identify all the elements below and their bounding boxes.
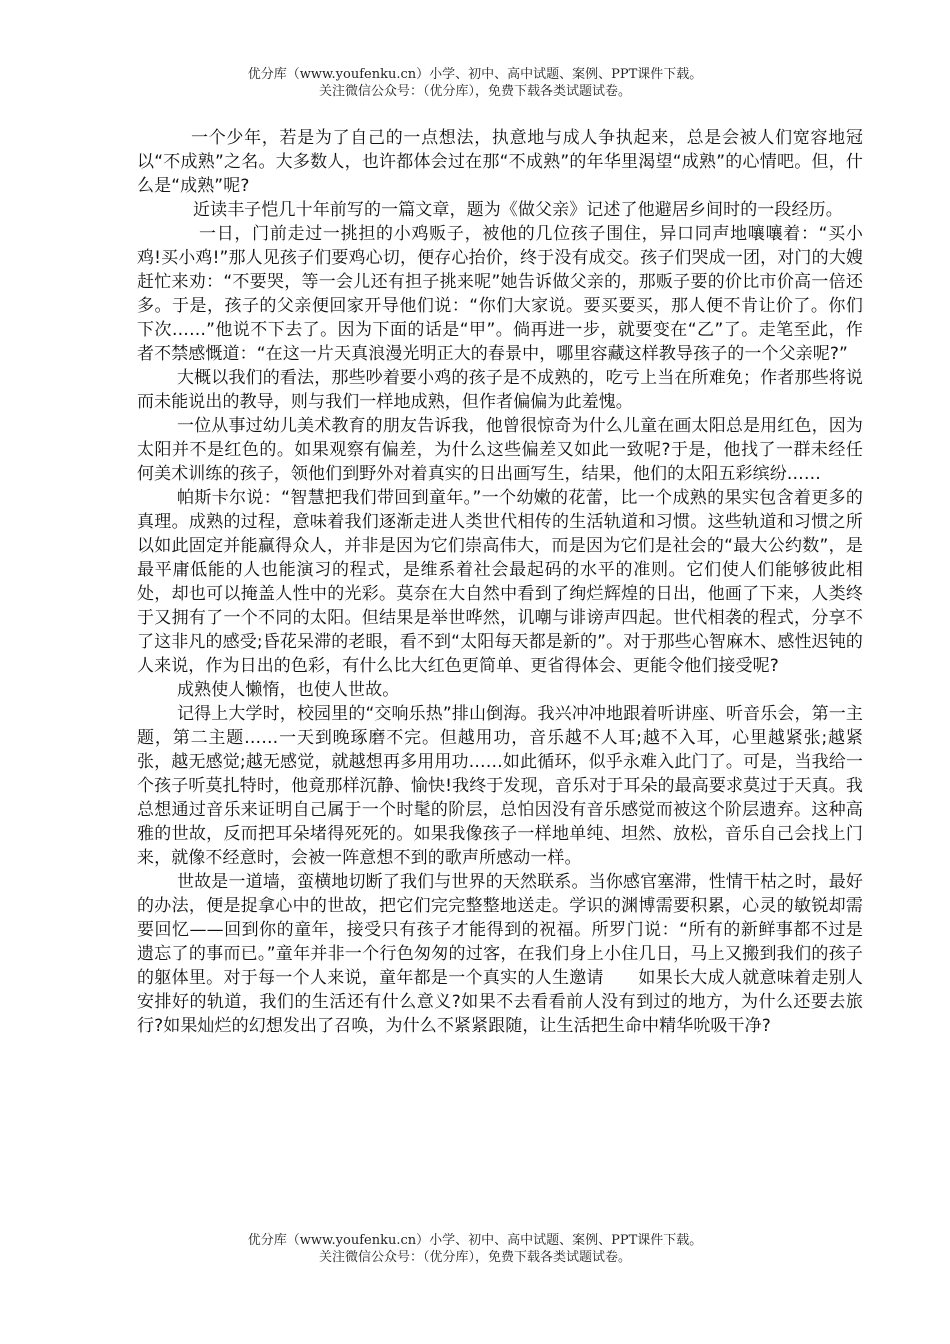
article-body — [137, 126, 863, 1038]
paragraph-2: 近读丰子恺几十年前写的一篇文章，题为《做父亲》记述了他避居乡间时的一段经历。 — [193, 200, 843, 220]
footer-line-1: 优分库（www.youfenku.cn）小学、初中、高中试题、案例、PPT课件下载。 — [247, 1233, 703, 1248]
paragraph-7: 成熟使人懒惰，也使人世故。 — [177, 680, 400, 700]
header-line-2: 关注微信公众号：（优分库），免费下载各类试题试卷。 — [318, 84, 631, 99]
paragraph-9: 世故是一道墙，蛮横地切断了我们与世界的天然联系。当你感官塞滞，性情干枯之时，最好的办法，便是捉拿心中的世故，把它们完完整整地送走。学识的渊博需要积累，心灵的敏锐却需要回忆——回到你的童年，接受只有孩子才能得到的祝福。所罗门说：“所有的新鲜事都不过是遗忘了的事而已。”童年并非一个行色匆匆的过客，在我们身上小住几日，马上又搬到我们的孩子的躯体里。对于每一个人来说，童年都是一个真实的人生邀请 如果长大成人就意味着走别人安排好的轨道，我们的生活还有什么意义?如果不去看看前人没有到过的地方，为什么还要去旅行?如果灿烂的幻想发出了召唤，为什么不紧紧跟随，让生活把生命中精华吮吸干净? — [137, 872, 863, 1036]
page-header — [0, 66, 950, 100]
paragraph-6: 帕斯卡尔说：“智慧把我们带回到童年。”一个幼嫩的花蕾，比一个成熟的果实包含着更多的真理。成熟的过程，意味着我们逐渐走进人类世代相传的生活轨道和习惯。这些轨道和习惯之所以如此固定并能赢得众人，并非是因为它们崇高伟大，而是因为它们是社会的“最大公约数”，是最平庸低能的人也能演习的程式，是维系着社会最起码的水平的准则。它们使人们能够彼此相处，却也可以掩盖人性中的光彩。莫奈在大自然中看到了绚烂辉煌的日出，他画了下来，人类终于又拥有了一个不同的太阳。但结果是举世哗然，讥嘲与诽谤声四起。世代相袭的程式，分享不了这非凡的感受;昏花呆滞的老眼，看不到“太阳每天都是新的”。对于那些心智麻木、感性迟钝的人来说，作为日出的色彩，有什么比大红色更简单、更省得体会、更能令他们接受呢? — [137, 488, 863, 676]
paragraph-3: 一日，门前走过一挑担的小鸡贩子，被他的几位孩子围住，异口同声地嚷嚷着：“买小鸡!买小鸡!”那人见孩子们要鸡心切，便存心抬价，终于没有成交。孩子们哭成一团，对门的大嫂赶忙来劝：“不要哭，等一会儿还有担子挑来呢”她告诉做父亲的，那贩子要的价比市价高一倍还多。于是，孩子的父亲便回家开导他们说：“你们大家说。要买要买，那人便不肯让价了。你们下次……”他说不下去了。因为下面的话是“甲”。倘再进一步，就要变在“乙”了。走笔至此，作者不禁感慨道：“在这一片天真浪漫光明正大的春景中，哪里容藏这样教导孩子的一个父亲呢?” — [137, 224, 863, 364]
header-line-1: 优分库（www.youfenku.cn）小学、初中、高中试题、案例、PPT课件下载。 — [247, 67, 703, 82]
page-footer — [0, 1232, 950, 1266]
paragraph-4: 大概以我们的看法，那些吵着要小鸡的孩子是不成熟的，吃亏上当在所难免；作者那些将说而未能说出的教导，则与我们一样地成熟，但作者偏偏为此羞愧。 — [137, 368, 863, 412]
paragraph-8: 记得上大学时，校园里的“交响乐热”排山倒海。我兴冲冲地跟着听讲座、听音乐会，第一主题，第二主题……一天到晚琢磨不完。但越用功，音乐越不人耳;越不入耳，心里越紧张;越紧张，越无感觉;越无感觉，就越想再多用用功……如此循环，似乎永难入此门了。可是，当我给一个孩子听莫扎特时，他竟那样沉静、愉快!我终于发现，音乐对于耳朵的最高要求莫过于天真。我总想通过音乐来证明自己属于一个时髦的阶层，总怕因没有音乐感觉而被这个阶层遗弃。这种高雅的世故，反而把耳朵堵得死死的。如果我像孩子一样地单纯、坦然、放松，音乐自己会找上门来，就像不经意时，会被一阵意想不到的歌声所感动一样。 — [137, 704, 863, 868]
paragraph-1: 一个少年，若是为了自己的一点想法，执意地与成人争执起来，总是会被人们宽容地冠以“不成熟”之名。大多数人，也许都体会过在那“不成熟”的年华里渴望“成熟”的心情吧。但，什么是“成熟”呢? — [137, 128, 863, 196]
paragraph-5: 一位从事过幼儿美术教育的朋友告诉我，他曾很惊奇为什么儿童在画太阳总是用红色，因为太阳并不是红色的。如果观察有偏差，为什么这些偏差又如此一致呢?于是，他找了一群未经任何美术训练的孩子，领他们到野外对着真实的日出画写生，结果，他们的太阳五彩缤纷…… — [137, 416, 863, 484]
footer-line-2: 关注微信公众号：（优分库），免费下载各类试题试卷。 — [318, 1250, 631, 1265]
